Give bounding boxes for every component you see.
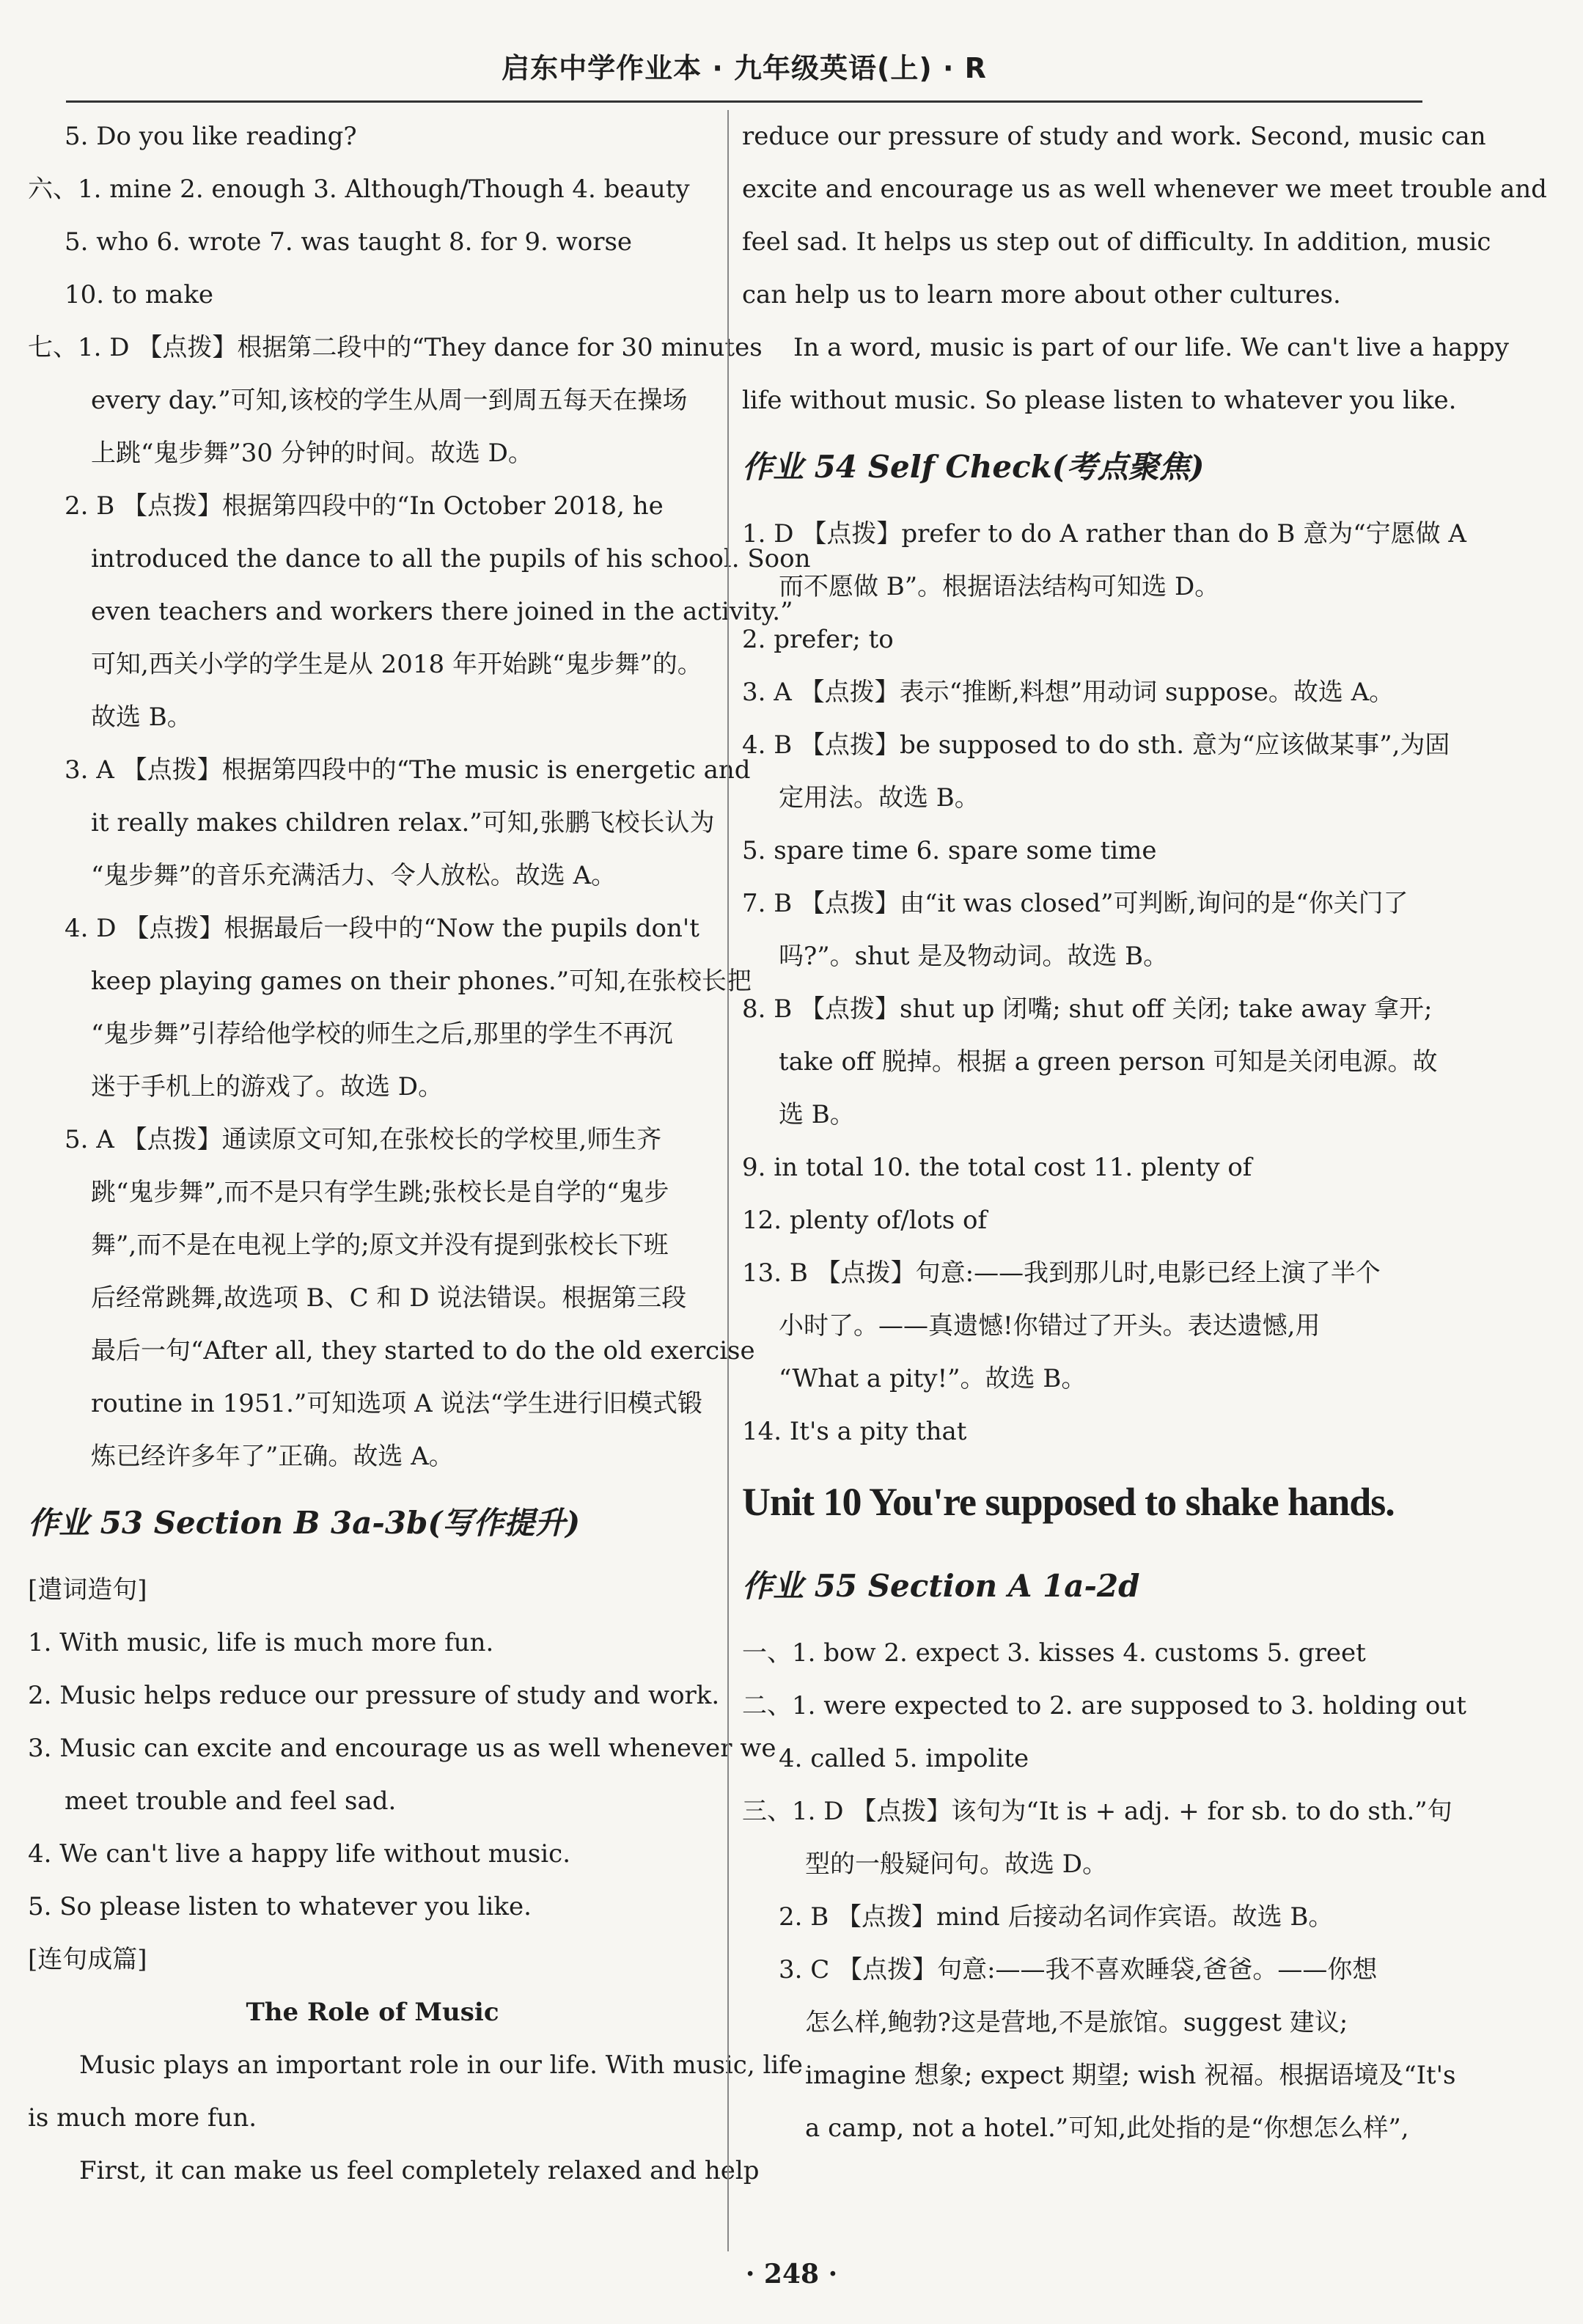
text-line: keep playing games on their phones.”可知,在张校长把 — [91, 967, 752, 996]
text-line: 一、1. bow 2. expect 3. kisses 4. customs 5. greet — [742, 1638, 1366, 1668]
text-line: [连句成篇] — [28, 1945, 147, 1974]
header-rule — [66, 100, 1422, 103]
column-divider — [727, 110, 729, 2251]
text-line: 2. B 【点拨】mind 后接动名词作宾语。故选 B。 — [779, 1902, 1334, 1932]
text-line: 1. D 【点拨】prefer to do A rather than do B 意为“宁愿做 A — [742, 519, 1466, 549]
text-line: Music plays an important role in our life. With music, life — [79, 2050, 803, 2080]
text-line: “鬼步舞”的音乐充满活力、令人放松。故选 A。 — [91, 861, 617, 890]
text-line: 9. in total 10. the total cost 11. plenty of — [742, 1153, 1252, 1182]
text-line: 14. It's a pity that — [742, 1417, 967, 1446]
text-line: 型的一般疑问句。故选 D。 — [805, 1850, 1108, 1879]
text-line: 4. B 【点拨】be supposed to do sth. 意为“应该做某事”,为固 — [742, 730, 1450, 760]
text-line: 3. Music can excite and encourage us as well whenever we — [28, 1734, 776, 1763]
text-line: “What a pity!”。故选 B。 — [779, 1364, 1087, 1393]
text-line: [遣词造句] — [28, 1575, 147, 1605]
homework-heading: 作业 55 Section A 1a-2d — [742, 1568, 1140, 1604]
text-line: 3. A 【点拨】表示“推断,料想”用动词 suppose。故选 A。 — [742, 678, 1395, 707]
text-line: 最后一句“After all, they started to do the old exercise — [91, 1336, 755, 1366]
text-line: 3. A 【点拨】根据第四段中的“The music is energetic and — [65, 755, 751, 785]
text-line: 8. B 【点拨】shut up 闭嘴; shut off 关闭; take away 拿开; — [742, 994, 1433, 1024]
text-line: First, it can make us feel completely relaxed and help — [79, 2156, 760, 2185]
text-line: it really makes children relax.”可知,张鹏飞校长认为 — [91, 808, 715, 837]
text-line: 而不愿做 B”。根据语法结构可知选 D。 — [779, 572, 1220, 601]
text-line: 2. Music helps reduce our pressure of study and work. — [28, 1681, 720, 1710]
text-line: meet trouble and feel sad. — [65, 1786, 397, 1816]
text-line: 3. C 【点拨】句意:——我不喜欢睡袋,爸爸。——你想 — [779, 1955, 1378, 1984]
text-line: 后经常跳舞,故选项 B、C 和 D 说法错误。根据第三段 — [91, 1283, 687, 1313]
essay-title: The Role of Music — [246, 1998, 499, 2027]
text-line: 选 B。 — [779, 1100, 855, 1129]
text-line: 故选 B。 — [91, 703, 192, 732]
text-line: 10. to make — [65, 280, 214, 309]
book-title: 启东中学作业本 · 九年级英语(上) · R — [502, 52, 987, 84]
text-line: In a word, music is part of our life. We can't live a happy — [793, 333, 1509, 362]
text-line: 7. B 【点拨】由“it was closed”可判断,询问的是“你关门了 — [742, 889, 1408, 918]
text-line: 跳“鬼步舞”,而不是只有学生跳;张校长是自学的“鬼步 — [91, 1178, 669, 1207]
text-line: 12. plenty of/lots of — [742, 1206, 988, 1235]
text-line: routine in 1951.”可知选项 A 说法“学生进行旧模式锻 — [91, 1389, 702, 1418]
text-line: 4. called 5. impolite — [779, 1744, 1029, 1773]
text-line: feel sad. It helps us step out of difficulty. In addition, music — [742, 227, 1491, 257]
text-line: 小时了。——真遗憾!你错过了开头。表达遗憾,用 — [779, 1311, 1321, 1341]
text-line: even teachers and workers there joined in the activity.” — [91, 597, 793, 626]
text-line: 5. A 【点拨】通读原文可知,在张校长的学校里,师生齐 — [65, 1125, 662, 1154]
left-column — [28, 110, 811, 2197]
text-line: “鬼步舞”引荐给他学校的师生之后,那里的学生不再沉 — [91, 1019, 673, 1049]
homework-heading: 作业 54 Self Check(考点聚焦) — [742, 449, 1205, 485]
text-line: a camp, not a hotel.”可知,此处指的是“你想怎么样”, — [805, 2114, 1409, 2143]
page-number: · 248 · — [745, 2259, 838, 2290]
text-line: 1. With music, life is much more fun. — [28, 1628, 494, 1657]
page-header — [66, 29, 1422, 110]
text-line: 二、1. were expected to 2. are supposed to 3. holding out — [742, 1691, 1466, 1720]
text-line: 4. We can't live a happy life without music. — [28, 1839, 570, 1869]
text-line: 炼已经许多年了”正确。故选 A。 — [91, 1442, 454, 1471]
text-line: 可知,西关小学的学生是从 2018 年开始跳“鬼步舞”的。 — [91, 650, 702, 679]
text-line: 七、1. D 【点拨】根据第二段中的“They dance for 30 minutes — [28, 333, 763, 362]
text-line: life without music. So please listen to whatever you like. — [742, 386, 1457, 415]
text-line: 怎么样,鲍勃?这是营地,不是旅馆。suggest 建议; — [805, 2008, 1348, 2037]
text-line: take off 脱掉。根据 a green person 可知是关闭电源。故 — [779, 1047, 1438, 1077]
text-line: 六、1. mine 2. enough 3. Although/Though 4. beauty — [28, 175, 690, 204]
text-line: 上跳“鬼步舞”30 分钟的时间。故选 D。 — [91, 439, 533, 468]
text-line: is much more fun. — [28, 2103, 257, 2133]
text-line: 4. D 【点拨】根据最后一段中的“Now the pupils don't — [65, 914, 699, 943]
homework-heading: 作业 53 Section B 3a-3b(写作提升) — [28, 1505, 581, 1541]
text-line: 5. So please listen to whatever you like. — [28, 1892, 532, 1921]
text-line: 三、1. D 【点拨】该句为“It is + adj. + for sb. to do sth.”句 — [742, 1797, 1452, 1826]
text-line: 吗?”。shut 是及物动词。故选 B。 — [779, 942, 1169, 971]
text-line: imagine 想象; expect 期望; wish 祝福。根据语境及“It's — [805, 2061, 1456, 2090]
text-line: introduced the dance to all the pupils of his school. Soon — [91, 544, 811, 573]
text-line: excite and encourage us as well whenever we meet trouble and — [742, 175, 1547, 204]
right-column — [742, 110, 1547, 2155]
unit-heading: Unit 10 You're supposed to shake hands. — [742, 1480, 1395, 1524]
text-line: 舞”,而不是在电视上学的;原文并没有提到张校长下班 — [91, 1231, 669, 1260]
text-line: can help us to learn more about other cultures. — [742, 280, 1341, 309]
text-line: 5. who 6. wrote 7. was taught 8. for 9. worse — [65, 227, 633, 257]
text-line: reduce our pressure of study and work. Second, music can — [742, 122, 1486, 151]
text-line: 定用法。故选 B。 — [779, 783, 980, 813]
text-line: 5. Do you like reading? — [65, 122, 357, 151]
text-line: 5. spare time 6. spare some time — [742, 836, 1157, 865]
text-line: 13. B 【点拨】句意:——我到那儿时,电影已经上演了半个 — [742, 1258, 1381, 1288]
text-line: 2. B 【点拨】根据第四段中的“In October 2018, he — [65, 491, 664, 521]
text-line: 迷于手机上的游戏了。故选 D。 — [91, 1072, 444, 1101]
text-line: 2. prefer; to — [742, 625, 894, 654]
text-line: every day.”可知,该校的学生从周一到周五每天在操场 — [91, 386, 688, 415]
